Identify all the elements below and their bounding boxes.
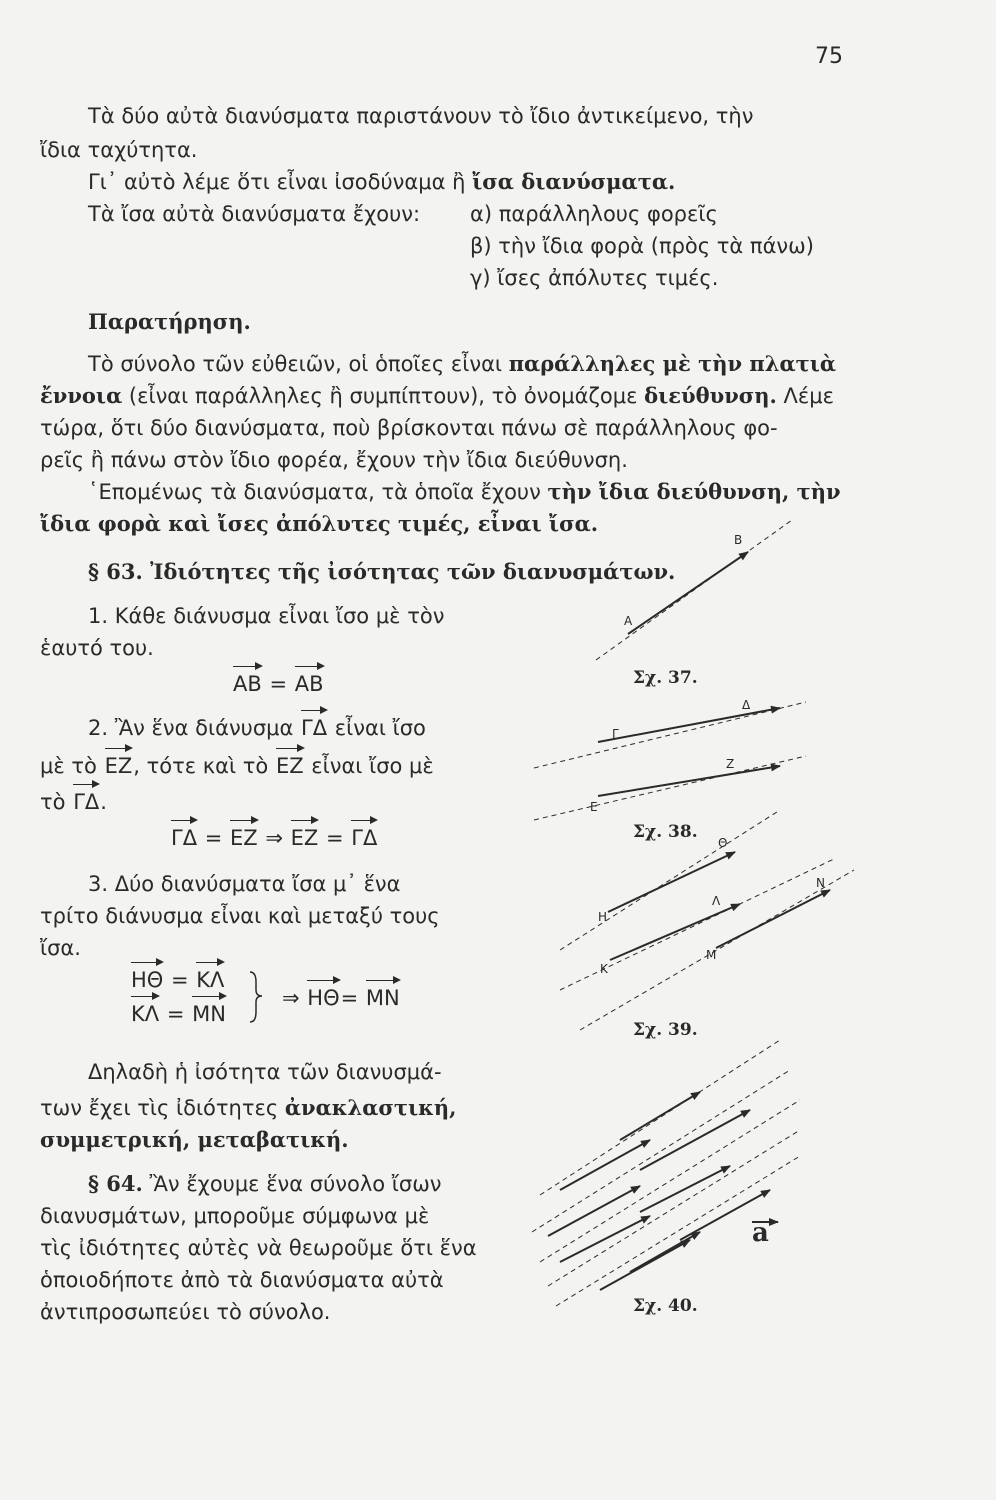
fig40-caption: Σχ. 40. (633, 1296, 698, 1316)
prop-1-line-2: ἑαυτό του. (40, 636, 154, 660)
fig39-label-theta: Θ (718, 836, 728, 850)
prop-2-line-2: μὲ τὸ ΕΖ, τότε καὶ τὸ ΕΖ εἶναι ἴσο μὲ (40, 750, 434, 782)
remark-line-2: ἔννοια (εἶναι παράλληλες ἢ συμπίπτουν), τὸ ὀνομάζομε διεύθυνση. Λέμε (40, 383, 834, 408)
prop-3-line-1: 3. Δύο διανύσματα ἴσα μ᾽ ἕνα (88, 872, 401, 896)
fig37-vector-ab (628, 552, 748, 634)
prop-3-line-3: ἴσα. (40, 936, 81, 960)
fig39-label-l: Λ (712, 894, 721, 908)
fig40-carrier-4 (548, 1130, 800, 1286)
fig38-label-g: Γ (612, 727, 619, 741)
fig39-caption: Σχ. 39. (633, 1020, 698, 1040)
remark-line-1: Τὸ σύνολο τῶν εὐθειῶν, οἱ ὁποῖες εἶναι παράλληλες μὲ τὴν πλατιὰ (88, 351, 837, 376)
fig38-carrier-2 (534, 756, 806, 820)
equation-1: AB = AB (232, 668, 325, 700)
fig39-label-k: Κ (600, 962, 608, 976)
fig40-vector-a-label: a (752, 1218, 769, 1248)
property-c: γ) ἴσες ἀπόλυτες τιμές. (470, 266, 719, 290)
fig38-label-z: Ζ (726, 757, 735, 771)
remark-line-6: ἴδια φορὰ καὶ ἴσες ἀπόλυτες τιμές, εἶναι ἴσα. (40, 511, 599, 536)
prop-4-line-1: Δηλαδὴ ἡ ἰσότητα τῶν διανυσμά- (88, 1060, 442, 1084)
equation-3-result: ⇒ HΘ= ΜΝ (282, 982, 401, 1014)
fig37-label-a: A (624, 614, 633, 628)
prop-2-line-3: τὸ ΓΔ. (40, 786, 107, 818)
page-number: 75 (815, 44, 843, 69)
section-64-line-4: ὁποιοδήποτε ἀπὸ τὰ διανύσματα αὐτὰ (40, 1268, 444, 1292)
fig40-carrier-2 (532, 1070, 790, 1232)
prop-4-line-2: των ἔχει τὶς ἰδιότητες ἀνακλαστική, (40, 1095, 457, 1120)
prop-2-line-1: 2. Ἂν ἕνα διάνυσμα ΓΔ εἶναι ἴσο (88, 712, 426, 744)
fig39-vector-kl (610, 904, 740, 960)
fig40-vector-1 (620, 1092, 700, 1140)
fig40-vector-4 (640, 1166, 730, 1212)
intro-line-1: Τὰ δύο αὐτὰ διανύσματα παριστάνουν τὸ ἴδιο ἀντικείμενο, τὴν (88, 104, 754, 128)
property-a: α) παράλληλους φορεῖς (470, 202, 718, 226)
fig40-vector-3 (560, 1140, 650, 1190)
remark-line-5: ῾Επομένως τὰ διανύσματα, τὰ ὁποῖα ἔχουν τὴν ἴδια διεύθυνση, τὴν (88, 479, 841, 504)
fig40-vector-9 (630, 1232, 700, 1272)
fig39-label-n: Ν (816, 876, 825, 890)
section-64-line-2: διανυσμάτων, μποροῦμε σύμφωνα μὲ (40, 1204, 430, 1228)
equation-3-row-1: HΘ = ΚΛ (130, 964, 225, 996)
section-64-line-3: τὶς ἰδιότητες αὐτὲς νὰ θεωροῦμε ὅτι ἕνα (40, 1236, 477, 1260)
remark-heading: Παρατήρηση. (88, 309, 251, 334)
fig40-vector-8 (600, 1240, 690, 1290)
prop-4-line-3: συμμετρική, μεταβατική. (40, 1127, 349, 1152)
fig38-label-e: Ε (590, 800, 598, 814)
intro-line-3: Γι᾽ αὐτὸ λέμε ὅτι εἶναι ἰσοδύναμα ἢ ἴσα διανύσματα. (88, 169, 676, 194)
section-64-line-5: ἀντιπροσωπεύει τὸ σύνολο. (40, 1300, 331, 1324)
fig39-label-h: H (598, 910, 608, 924)
fig38-vector-ez (598, 766, 780, 796)
equation-2: ΓΔ = ΕΖ ⇒ ΕΖ = ΓΔ (170, 822, 378, 854)
fig37-caption: Σχ. 37. (633, 668, 698, 688)
fig38-label-d: Δ (742, 698, 751, 712)
intro-line-2: ἴδια ταχύτητα. (40, 138, 198, 162)
section-64-line-1: § 64. Ἂν ἔχουμε ἕνα σύνολο ἴσων (88, 1171, 442, 1196)
prop-3-line-2: τρίτο διάνυσμα εἶναι καὶ μεταξύ τους (40, 904, 440, 928)
remark-line-4: ρεῖς ἢ πάνω στὸν ἴδιο φορέα, ἔχουν τὴν ἴδια διεύθυνση. (40, 448, 628, 472)
equation-3-row-2: ΚΛ = ΜΝ (130, 998, 227, 1030)
fig39-label-m: Μ (706, 948, 717, 962)
fig38-caption: Σχ. 38. (633, 822, 698, 842)
section-63-heading: § 63. Ἰδιότητες τῆς ἰσότητας τῶν διανυσμάτων. (88, 559, 676, 584)
property-b: β) τὴν ἴδια φορὰ (πρὸς τὰ πάνω) (470, 234, 814, 258)
intro-line-4: Τὰ ἴσα αὐτὰ διανύσματα ἔχουν: (88, 202, 421, 226)
remark-line-3: τώρα, ὅτι δύο διανύσματα, ποὺ βρίσκονται πάνω σὲ παράλληλους φο- (40, 416, 778, 440)
fig40-carrier-1 (540, 1040, 780, 1195)
fig38-carrier-1 (534, 702, 806, 768)
fig39-vector-mn (716, 890, 830, 948)
fig38-vector-gd (598, 708, 780, 742)
fig37-label-b: B (734, 533, 743, 547)
prop-1-line-1: 1. Κάθε διάνυσμα εἶναι ἴσο μὲ τὸν (88, 604, 445, 628)
